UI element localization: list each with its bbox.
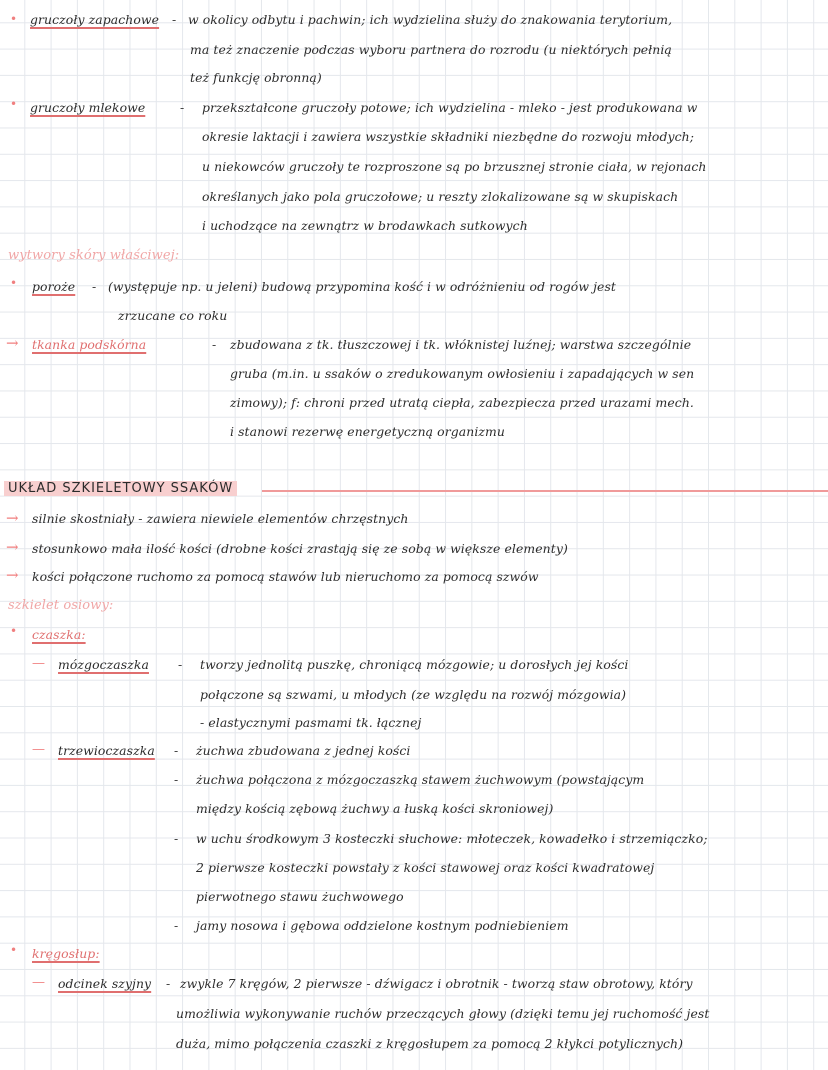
dash: - [92, 279, 97, 294]
bullet-dot: • [10, 276, 18, 290]
text-line: 2 pierwsze kosteczki powstały z kości stawowej oraz kości kwadratowej [196, 860, 655, 875]
term-spine: kręgosłup: [32, 946, 100, 961]
dash: - [174, 743, 179, 758]
text-line: połączone są szwami, u młodych (ze względu na rozwój mózgowia) [200, 687, 627, 702]
text-line: przekształcone gruczoły potowe; ich wydzielina - mleko - jest produkowana w [202, 100, 698, 115]
text-line: żuchwa połączona z mózgoczaszką stawem żuchwowym (powstającym [196, 772, 645, 787]
dash: - [174, 831, 179, 846]
dash: - [166, 976, 171, 991]
dash: — [32, 975, 45, 990]
text-line: silnie skostniały - zawiera niewiele elementów chrzęstnych [32, 511, 409, 526]
text-line: umożliwia wykonywanie ruchów przeczących głowy (dzięki temu jej ruchomość jest [176, 1006, 710, 1021]
text-line: ma też znaczenie podczas wyboru partnera do rozrodu (u niektórych pełnią [190, 42, 672, 57]
section-title-text: UKŁAD SZKIELETOWY SSAKÓW [4, 481, 237, 496]
text-line: gruba (m.in. u ssaków o zredukowanym owłosieniu i zapadających w sen [230, 366, 695, 381]
text-line: - elastycznymi pasmami tk. łącznej [200, 715, 422, 730]
bullet-dot: • [10, 624, 18, 638]
text-line: u niekowców gruczoły te rozproszone są po brzusznej stronie ciała, w rejonach [202, 159, 707, 174]
dash: - [172, 12, 177, 27]
dash: - [178, 657, 183, 672]
text-line: zwykle 7 kręgów, 2 pierwsze - dźwigacz i obrotnik - tworzą staw obrotowy, który [180, 976, 693, 991]
arrow-icon: → [6, 566, 19, 584]
section-divider [262, 490, 828, 492]
term-cervical-section: odcinek szyjny [58, 976, 152, 991]
dash: - [174, 772, 179, 787]
text-line: w uchu środkowym 3 kosteczki słuchowe: młoteczek, kowadełko i strzemiączko; [196, 831, 708, 846]
subheading: wytwory skóry właściwej: [8, 248, 180, 263]
term-subcutaneous-tissue: tkanka podskórna [32, 337, 147, 352]
text-line: między kością zębową żuchwy a łuską kości skroniowej) [196, 801, 554, 816]
text-line: jamy nosowa i gębowa oddzielone kostnym podniebieniem [196, 918, 569, 933]
term-viscerocranium: trzewioczaszka [58, 743, 155, 758]
text-line: zbudowana z tk. tłuszczowej i tk. włóknistej luźnej; warstwa szczególnie [230, 337, 692, 352]
text-line: też funkcję obronną) [190, 70, 322, 85]
text-line: zrzucane co roku [118, 308, 228, 323]
dash: - [212, 337, 217, 352]
term-skull: czaszka: [32, 627, 86, 642]
term-mammary-glands: gruczoły mlekowe [30, 100, 146, 115]
text-line: stosunkowo mała ilość kości (drobne kości zrastają się ze sobą w większe elementy) [32, 541, 568, 556]
dash: — [32, 742, 45, 757]
subheading: szkielet osiowy: [8, 598, 114, 613]
dash: - [174, 918, 179, 933]
term-scent-glands: gruczoły zapachowe [30, 12, 160, 27]
section-title [4, 481, 237, 496]
text-line: (występuje np. u jeleni) budową przypomina kość i w odróżnieniu od rogów jest [108, 279, 617, 294]
text-line: i stanowi rezerwę energetyczną organizmu [230, 424, 505, 439]
term-braincase: mózgoczaszka [58, 657, 149, 672]
text-line: w okolicy odbytu i pachwin; ich wydzielina służy do znakowania terytorium, [188, 12, 673, 27]
text-line: kości połączone ruchomo za pomocą stawów lub nieruchomo za pomocą szwów [32, 569, 539, 584]
term-antlers: poroże [32, 279, 76, 294]
dash: - [180, 100, 185, 115]
arrow-icon: → [6, 538, 19, 556]
arrow-icon: → [6, 334, 19, 352]
dash: — [32, 656, 45, 671]
text-line: żuchwa zbudowana z jednej kości [196, 743, 411, 758]
text-line: określanych jako pola gruczołowe; u reszty zlokalizowane są w skupiskach [202, 189, 679, 204]
arrow-icon: → [6, 509, 19, 527]
text-line: duża, mimo połączenia czaszki z kręgosłupem za pomocą 2 kłykci potylicznych) [176, 1036, 684, 1051]
text-line: okresie laktacji i zawiera wszystkie składniki niezbędne do rozwoju młodych; [202, 129, 694, 144]
text-line: zimowy); f: chroni przed utratą ciepła, zabezpiecza przed urazami mech. [230, 395, 694, 410]
bullet-dot: • [10, 12, 18, 26]
bullet-dot: • [10, 943, 18, 957]
text-line: tworzy jednolitą puszkę, chroniącą mózgowie; u dorosłych jej kości [200, 657, 629, 672]
bullet-dot: • [10, 97, 18, 111]
text-line: pierwotnego stawu żuchwowego [196, 889, 404, 904]
text-line: i uchodzące na zewnątrz w brodawkach sutkowych [202, 218, 528, 233]
